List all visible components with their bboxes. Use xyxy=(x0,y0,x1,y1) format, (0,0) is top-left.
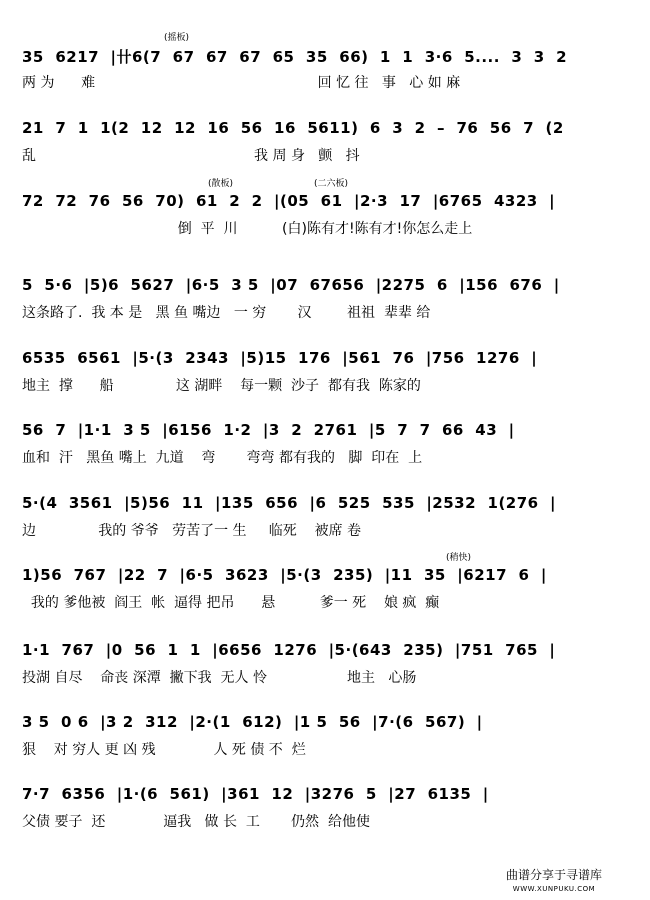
tempo-marking: (散板) xyxy=(208,179,234,189)
lyrics-line: 乱 我 周 身 颤 抖 xyxy=(22,148,360,164)
notation-line: 72 72 76 56 70) 61 2 2 |(05 61 |2·3 17 |6765 4323 | xyxy=(22,192,556,210)
notation-line: 21 7 1 1(2 12 12 16 56 16 5611) 6 3 2 – 76 56 7 (2 xyxy=(22,119,564,137)
notation-line: 56 7 |1·1 3 5 |6156 1·2 |3 2 2761 |5 7 7 66 43 | xyxy=(22,421,515,439)
lyrics-line: 我的 爹他被 阎王 帐 逼得 把吊 悬 爹一 死 娘 疯 癫 xyxy=(22,595,440,611)
system-11 xyxy=(22,769,632,831)
notation-line: 35 6217 |卄6(7 67 67 67 65 35 66) 1 1 3·6 5.... 3 3 2 xyxy=(22,48,568,66)
lyrics-line: 父债 要子 还 逼我 做 长 工 仍然 给他使 xyxy=(22,814,370,830)
tempo-marking: (稍快) xyxy=(446,553,472,563)
notation-line: 5 5·6 |5)6 5627 |6·5 3 5 |07 67656 |2275 6 |156 676 | xyxy=(22,276,560,294)
tempo-marking: (摇板) xyxy=(164,33,190,43)
system-7 xyxy=(22,478,632,540)
system-4 xyxy=(22,260,632,322)
tempo-marking: (二六板) xyxy=(314,179,349,189)
system-2 xyxy=(22,103,632,165)
notation-line: 5·(4 3561 |5)56 11 |135 656 |6 525 535 |2532 1(276 | xyxy=(22,494,557,512)
watermark-title: 曲谱分享于寻谱库 xyxy=(505,868,602,882)
system-6 xyxy=(22,405,632,467)
watermark-url: WWW.XUNPUKU.COM xyxy=(512,885,596,893)
lyrics-line: 边 我的 爷爷 劳苦了一 生 临死 被席 卷 xyxy=(22,523,362,539)
lyrics-line: 地主 撑 船 这 湖畔 每一颗 沙子 都有我 陈家的 xyxy=(22,378,421,394)
notation-line: 3 5 0 6 |3 2 312 |2·(1 612) |1 5 56 |7·(6 567) | xyxy=(22,713,483,731)
watermark xyxy=(506,866,602,893)
system-5 xyxy=(22,333,632,395)
notation-line: 1)56 767 |22 7 |6·5 3623 |5·(3 235) |11 35 |6217 6 | xyxy=(22,566,547,584)
system-8 xyxy=(22,550,632,612)
lyrics-line: 投湖 自尽 命丧 深潭 撇下我 无人 怜 地主 心肠 xyxy=(22,670,417,686)
system-1 xyxy=(22,30,632,92)
system-3 xyxy=(22,176,632,238)
system-9 xyxy=(22,625,632,687)
system-10 xyxy=(22,697,632,759)
lyrics-line: 狠 对 穷人 更 凶 残 人 死 债 不 烂 xyxy=(22,742,306,758)
lyrics-line: 倒 平 川 (白)陈有才!陈有才!你怎么走上 xyxy=(22,221,473,237)
notation-line: 6535 6561 |5·(3 2343 |5)15 176 |561 76 |756 1276 | xyxy=(22,349,538,367)
notation-line: 7·7 6356 |1·(6 561) |361 12 |3276 5 |27 6135 | xyxy=(22,785,489,803)
lyrics-line: 这条路了. 我 本 是 黑 鱼 嘴边 一 穷 汉 祖祖 辈辈 给 xyxy=(22,305,431,321)
lyrics-line: 血和 汗 黑鱼 嘴上 九道 弯 弯弯 都有我的 脚 印在 上 xyxy=(22,450,423,466)
lyrics-line: 两 为 难 回 忆 往 事 心 如 麻 xyxy=(22,75,461,91)
notation-line: 1·1 767 |0 56 1 1 |6656 1276 |5·(643 235) |751 765 | xyxy=(22,641,556,659)
